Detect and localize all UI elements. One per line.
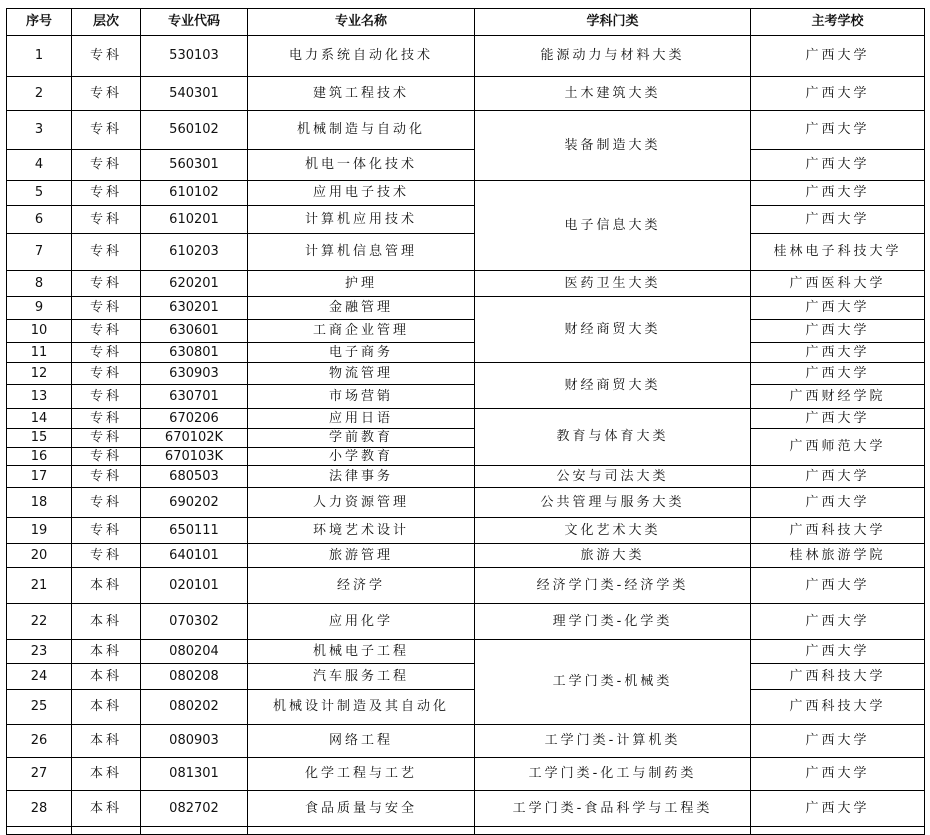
table-row [7,150,925,181]
table-row [7,206,925,234]
school-cell: 广西大学 [751,758,925,791]
table-row [7,791,925,827]
major-name-cell: 环境艺术设计 [248,518,475,544]
table-row [7,725,925,758]
level-cell: 专科 [72,77,141,111]
header-level: 层次 [72,9,141,36]
row-number: 21 [7,568,72,604]
level-cell: 专科 [72,206,141,234]
table-row [7,690,925,725]
header-school: 主考学校 [751,9,925,36]
discipline-cell: 工学门类-食品科学与工程类 [475,791,751,827]
table-row [7,544,925,568]
row-number: 7 [7,234,72,271]
level-cell: 本科 [72,758,141,791]
school-cell: 广西大学 [751,466,925,488]
code-cell: 540301 [141,77,248,111]
school-cell: 广西科技大学 [751,690,925,725]
discipline-cell: 工学门类-机械类 [475,640,751,725]
major-name-cell: 工商企业管理 [248,320,475,343]
level-cell: 本科 [72,664,141,690]
code-cell: 610102 [141,181,248,206]
code-cell: 630601 [141,320,248,343]
code-cell: 690202 [141,488,248,518]
major-name-cell: 经济学 [248,568,475,604]
code-cell: 650111 [141,518,248,544]
discipline-cell: 装备制造大类 [475,111,751,181]
table-row [7,320,925,343]
level-cell: 本科 [72,725,141,758]
school-cell: 广西大学 [751,343,925,363]
header-no: 序号 [7,9,72,36]
major-name-cell: 小学教育 [248,448,475,466]
school-cell: 桂林旅游学院 [751,544,925,568]
major-name-cell: 机械制造与自动化 [248,111,475,150]
major-name-cell: 物流管理 [248,363,475,385]
major-name-cell: 金融管理 [248,297,475,320]
table-row [7,604,925,640]
table-row [7,36,925,77]
discipline-cell: 财经商贸大类 [475,297,751,363]
major-name-cell: 机电一体化技术 [248,150,475,181]
level-cell: 专科 [72,544,141,568]
row-number: 17 [7,466,72,488]
major-name-cell: 食品质量与安全 [248,791,475,827]
code-cell: 640101 [141,544,248,568]
row-number: 11 [7,343,72,363]
discipline-cell: 医药卫生大类 [475,271,751,297]
discipline-cell: 公安与司法大类 [475,466,751,488]
major-name-cell: 计算机应用技术 [248,206,475,234]
row-number: 27 [7,758,72,791]
table-row [7,409,925,429]
level-cell: 专科 [72,320,141,343]
discipline-cell: 理学门类-化学类 [475,604,751,640]
major-name-cell: 汽车服务工程 [248,664,475,690]
major-name-cell: 应用日语 [248,409,475,429]
code-cell: 080202 [141,690,248,725]
table-row [7,568,925,604]
table-row [7,363,925,385]
row-number: 23 [7,640,72,664]
code-cell: 530103 [141,36,248,77]
row-number: 22 [7,604,72,640]
row-number: 20 [7,544,72,568]
row-number: 19 [7,518,72,544]
header-major: 专业名称 [248,9,475,36]
major-name-cell: 应用电子技术 [248,181,475,206]
header-discipline: 学科门类 [475,9,751,36]
row-number: 3 [7,111,72,150]
level-cell: 专科 [72,234,141,271]
code-cell: 630701 [141,385,248,409]
level-cell: 专科 [72,448,141,466]
school-cell: 桂林电子科技大学 [751,234,925,271]
table-row [7,111,925,150]
header-code: 专业代码 [141,9,248,36]
majors-table [6,8,925,835]
level-cell: 本科 [72,690,141,725]
row-number: 16 [7,448,72,466]
table-row [7,234,925,271]
code-cell: 560301 [141,150,248,181]
code-cell: 630201 [141,297,248,320]
level-cell: 专科 [72,297,141,320]
table-row [7,271,925,297]
school-cell: 广西大学 [751,725,925,758]
school-cell: 广西大学 [751,77,925,111]
level-cell: 专科 [72,271,141,297]
discipline-cell: 土木建筑大类 [475,77,751,111]
discipline-cell: 工学门类-计算机类 [475,725,751,758]
code-cell: 630801 [141,343,248,363]
code-cell: 610203 [141,234,248,271]
table-row [7,466,925,488]
discipline-cell: 公共管理与服务大类 [475,488,751,518]
school-cell: 广西大学 [751,363,925,385]
row-number: 6 [7,206,72,234]
major-name-cell: 机械电子工程 [248,640,475,664]
table-row [7,640,925,664]
row-number: 26 [7,725,72,758]
school-cell: 广西大学 [751,297,925,320]
major-name-cell: 电力系统自动化技术 [248,36,475,77]
level-cell: 专科 [72,150,141,181]
school-cell: 广西师范大学 [751,429,925,466]
level-cell: 本科 [72,791,141,827]
code-cell: 070302 [141,604,248,640]
major-name-cell: 旅游管理 [248,544,475,568]
level-cell: 专科 [72,409,141,429]
row-number: 8 [7,271,72,297]
code-cell: 630903 [141,363,248,385]
row-number: 14 [7,409,72,429]
major-name-cell: 化学工程与工艺 [248,758,475,791]
table-row [7,664,925,690]
school-cell: 广西大学 [751,36,925,77]
level-cell: 专科 [72,111,141,150]
school-cell: 广西大学 [751,150,925,181]
school-cell: 广西大学 [751,604,925,640]
level-cell: 专科 [72,518,141,544]
table-row [7,297,925,320]
discipline-cell: 文化艺术大类 [475,518,751,544]
level-cell: 专科 [72,363,141,385]
major-name-cell: 法律事务 [248,466,475,488]
code-cell: 080204 [141,640,248,664]
code-cell: 670206 [141,409,248,429]
table-row [7,385,925,409]
level-cell: 本科 [72,640,141,664]
code-cell: 670102K [141,429,248,448]
level-cell: 本科 [72,604,141,640]
school-cell: 广西科技大学 [751,518,925,544]
major-name-cell: 人力资源管理 [248,488,475,518]
discipline-cell: 能源动力与材料大类 [475,36,751,77]
school-cell: 广西大学 [751,568,925,604]
code-cell: 080208 [141,664,248,690]
row-number: 18 [7,488,72,518]
row-number: 12 [7,363,72,385]
table-row [7,181,925,206]
major-name-cell: 电子商务 [248,343,475,363]
major-name-cell: 机械设计制造及其自动化 [248,690,475,725]
major-name-cell: 护理 [248,271,475,297]
discipline-cell: 电子信息大类 [475,181,751,271]
code-cell: 080903 [141,725,248,758]
level-cell: 专科 [72,488,141,518]
table-header-row [7,9,925,36]
table-row [7,758,925,791]
row-number: 28 [7,791,72,827]
level-cell: 专科 [72,429,141,448]
discipline-cell: 教育与体育大类 [475,409,751,466]
row-number: 13 [7,385,72,409]
code-cell: 670103K [141,448,248,466]
row-number: 24 [7,664,72,690]
row-number: 10 [7,320,72,343]
row-number: 15 [7,429,72,448]
school-cell: 广西大学 [751,181,925,206]
school-cell: 广西医科大学 [751,271,925,297]
code-cell: 560102 [141,111,248,150]
code-cell: 620201 [141,271,248,297]
school-cell: 广西大学 [751,488,925,518]
table-row [7,518,925,544]
major-name-cell: 网络工程 [248,725,475,758]
major-name-cell: 建筑工程技术 [248,77,475,111]
code-cell: 081301 [141,758,248,791]
discipline-cell: 旅游大类 [475,544,751,568]
row-number: 25 [7,690,72,725]
major-name-cell: 应用化学 [248,604,475,640]
code-cell: 610201 [141,206,248,234]
code-cell: 020101 [141,568,248,604]
level-cell: 专科 [72,343,141,363]
major-name-cell: 市场营销 [248,385,475,409]
major-name-cell: 学前教育 [248,429,475,448]
school-cell: 广西大学 [751,320,925,343]
school-cell: 广西大学 [751,640,925,664]
row-number: 9 [7,297,72,320]
discipline-cell: 工学门类-化工与制药类 [475,758,751,791]
row-number: 2 [7,77,72,111]
discipline-cell: 财经商贸大类 [475,363,751,409]
row-number: 1 [7,36,72,77]
school-cell: 广西科技大学 [751,664,925,690]
discipline-cell: 经济学门类-经济学类 [475,568,751,604]
level-cell: 专科 [72,466,141,488]
level-cell: 本科 [72,568,141,604]
row-number: 4 [7,150,72,181]
school-cell: 广西财经学院 [751,385,925,409]
school-cell: 广西大学 [751,409,925,429]
table-row [7,343,925,363]
school-cell: 广西大学 [751,111,925,150]
table-row [7,429,925,448]
table-row [7,77,925,111]
table-row [7,488,925,518]
major-name-cell: 计算机信息管理 [248,234,475,271]
school-cell: 广西大学 [751,791,925,827]
school-cell: 广西大学 [751,206,925,234]
level-cell: 专科 [72,36,141,77]
row-number: 5 [7,181,72,206]
code-cell: 082702 [141,791,248,827]
level-cell: 专科 [72,181,141,206]
level-cell: 专科 [72,385,141,409]
code-cell: 680503 [141,466,248,488]
